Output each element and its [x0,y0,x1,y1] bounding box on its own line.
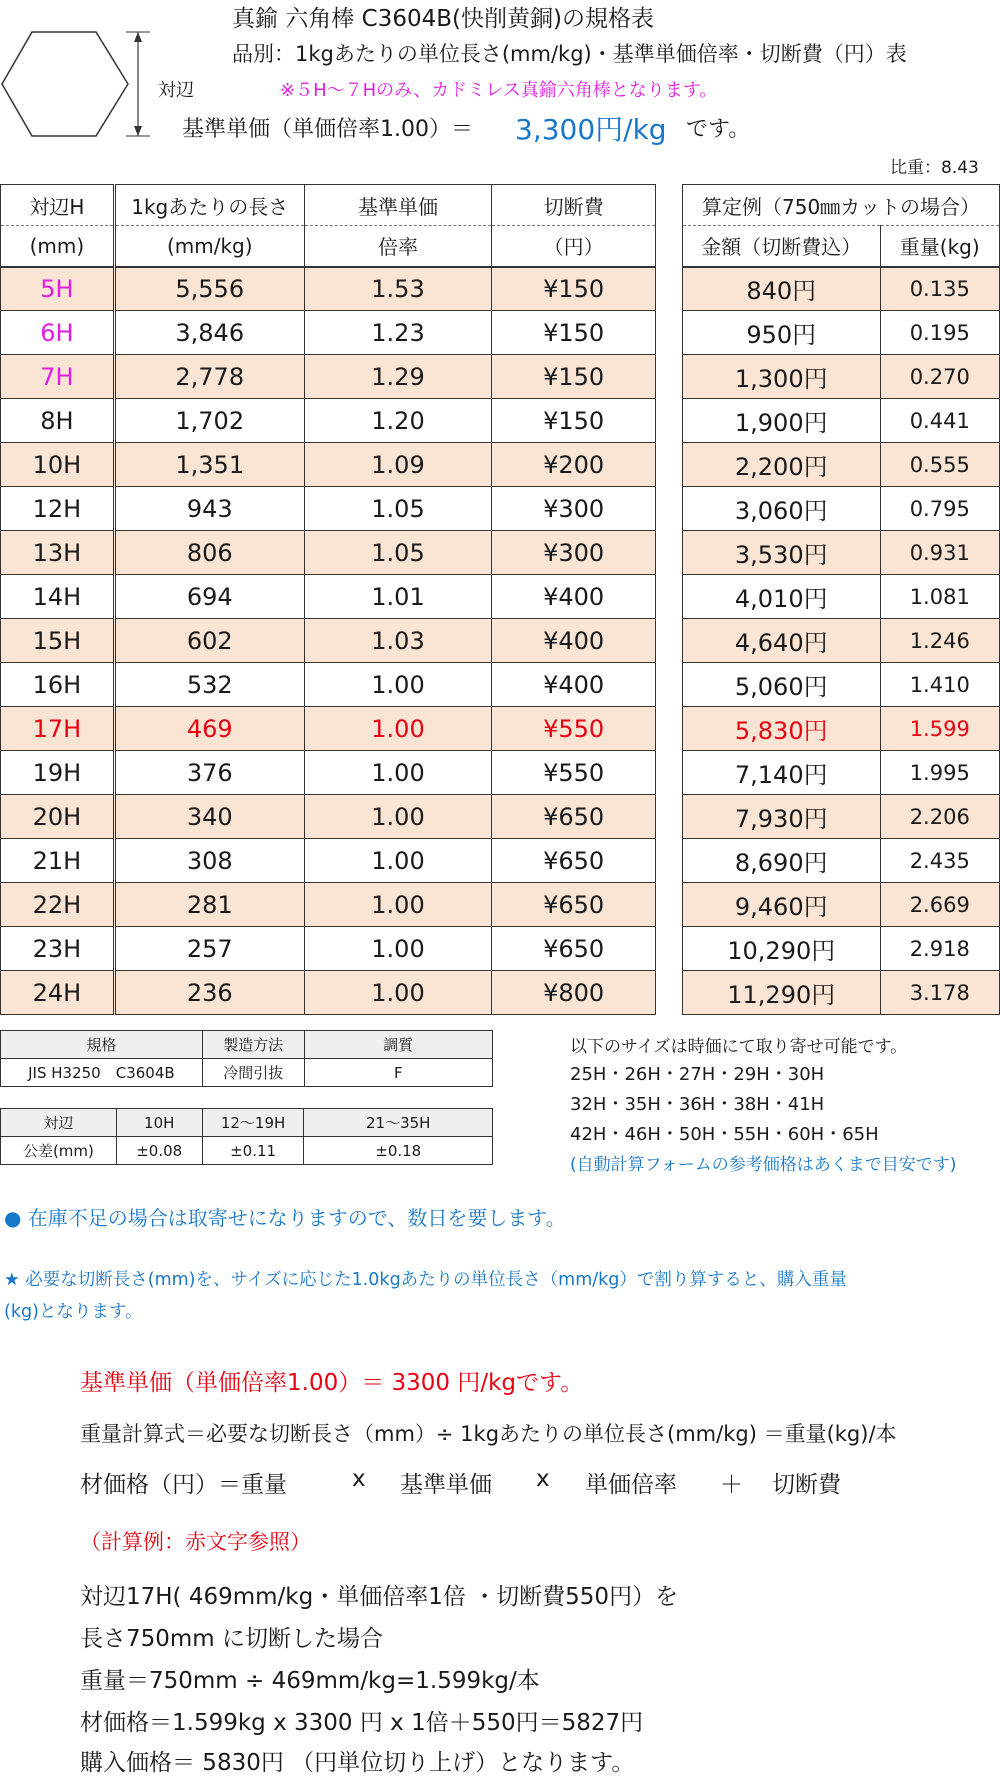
header-rate: 基準単価 [304,185,492,226]
cell-size: 8H [1,399,115,443]
cell-length: 694 [114,575,304,619]
table-row [1,927,656,971]
table-row [683,663,1000,707]
cell-length: 376 [114,751,304,795]
hexagon-shape [2,32,128,136]
calc-header-price: 金額（切断費込） [683,226,881,267]
header-length: 1kgあたりの長さ [114,185,304,226]
cell-weight: 2.669 [880,883,1000,927]
cell-length: 281 [114,883,304,927]
header-size: 対辺H [1,185,115,226]
cell-cut: ¥650 [492,883,656,927]
cell-rate: 1.23 [304,311,492,355]
table-row [1,531,656,575]
cell-weight: 1.995 [880,751,1000,795]
cell-weight: 1.246 [880,619,1000,663]
cell-rate: 1.01 [304,575,492,619]
cell-rate: 1.00 [304,795,492,839]
order-sizes-line-3: 42H・46H・50H・55H・60H・65H [570,1124,879,1145]
table-row [683,399,1000,443]
hexagon-diagram [0,28,150,140]
cell-cut: ¥550 [492,751,656,795]
cell-size: 20H [1,795,115,839]
cell-rate: 1.00 [304,839,492,883]
formula-price-term-2: x [352,1466,366,1492]
arrow-down-icon [134,126,142,136]
cell-price: 9,460円 [683,883,881,927]
cell-cut: ¥400 [492,663,656,707]
table-row [683,839,1000,883]
side-label: 対辺 [158,80,194,101]
example-line-1: 対辺17H( 469mm/kg・単価倍率1倍 ・切断費550円）を [80,1584,679,1610]
table-row [683,795,1000,839]
spec-header-standard: 規格 [1,1031,203,1059]
cell-weight: 0.795 [880,487,1000,531]
cell-price: 8,690円 [683,839,881,883]
tol-10h: ±0.08 [116,1137,202,1165]
cell-rate: 1.29 [304,355,492,399]
table-row [1,883,656,927]
table-row [1,971,656,1015]
base-price-suffix: です。 [686,117,751,142]
cell-size: 14H [1,575,115,619]
cell-price: 5,060円 [683,663,881,707]
cell-rate: 1.00 [304,927,492,971]
weight-note-line-2: (kg)となります。 [4,1302,143,1322]
cell-size: 22H [1,883,115,927]
cell-rate: 1.05 [304,487,492,531]
order-sizes-line-1: 25H・26H・27H・29H・30H [570,1064,825,1085]
cell-length: 2,778 [114,355,304,399]
example-label: （計算例：赤文字参照） [80,1530,311,1554]
formula-price-term-1: 材価格（円）＝重量 [80,1472,287,1498]
spec-temper: F [304,1059,492,1087]
cell-weight: 0.555 [880,443,1000,487]
base-price-label: 基準単価（単価倍率1.00）＝ [182,117,473,142]
table-row [683,751,1000,795]
cell-rate: 1.53 [304,267,492,311]
table-row [1,575,656,619]
cell-length: 602 [114,619,304,663]
cell-price: 950円 [683,311,881,355]
example-line-4: 材価格＝1.599kg x 3300 円 x 1倍＋550円＝5827円 [80,1710,644,1736]
cell-size: 23H [1,927,115,971]
formula-price-term-3: 基準単価 [400,1472,492,1498]
header-cut: 切断費 [492,185,656,226]
table-row [1,663,656,707]
cell-price: 10,290円 [683,927,881,971]
cell-length: 532 [114,663,304,707]
tol-header-21-35h: 21～35H [304,1109,493,1137]
cell-price: 1,900円 [683,399,881,443]
formula-price-term-4: x [536,1466,550,1492]
cell-price: 4,010円 [683,575,881,619]
arrow-up-icon [134,32,142,42]
cell-size: 5H [1,267,115,311]
cell-weight: 2.435 [880,839,1000,883]
table-row [683,311,1000,355]
cell-price: 1,300円 [683,355,881,399]
table-row [683,883,1000,927]
cell-length: 1,351 [114,443,304,487]
cell-length: 257 [114,927,304,971]
table-row [683,355,1000,399]
cell-size: 10H [1,443,115,487]
table-row [1,399,656,443]
table-row [683,267,1000,311]
table-row [683,531,1000,575]
cell-weight: 0.931 [880,531,1000,575]
calculation-table [682,184,1000,1015]
cell-length: 3,846 [114,311,304,355]
example-line-3: 重量＝750mm ÷ 469mm/kg=1.599kg/本 [80,1668,540,1694]
cell-length: 308 [114,839,304,883]
cell-weight: 0.195 [880,311,1000,355]
table-row [683,575,1000,619]
formula-weight: 重量計算式＝必要な切断長さ（mm）÷ 1kgあたりの単位長さ(mm/kg) ＝重量(kg)/本 [80,1422,897,1446]
cell-rate: 1.03 [304,619,492,663]
table-row [1,443,656,487]
cell-cut: ¥150 [492,267,656,311]
weight-note-line-1: ★ 必要な切断長さ(mm)を、サイズに応じた1.0kgあたりの単位長さ（mm/kg）で割り算すると、購入重量 [4,1270,847,1290]
tol-header-side: 対辺 [1,1109,117,1137]
header-length-unit: (mm/kg) [114,226,304,267]
order-footnote: (自動計算フォームの参考価格はあくまで目安です) [570,1155,957,1175]
spec-header-method: 製造方法 [202,1031,304,1059]
cell-rate: 1.00 [304,971,492,1015]
cell-size: 15H [1,619,115,663]
cell-cut: ¥550 [492,707,656,751]
cell-rate: 1.05 [304,531,492,575]
cell-length: 1,702 [114,399,304,443]
header-size-unit: (mm) [1,226,115,267]
price-table [0,184,656,1015]
cell-weight: 0.441 [880,399,1000,443]
cell-weight: 2.918 [880,927,1000,971]
cell-size: 19H [1,751,115,795]
cell-size: 6H [1,311,115,355]
order-note-title: 以下のサイズは時価にて取り寄せ可能です。 [570,1037,908,1057]
page-subtitle: 品別：1kgあたりの単位長さ(mm/kg)・基準単価倍率・切断費（円）表 [232,42,907,66]
table-row [1,619,656,663]
tol-header-10h: 10H [116,1109,202,1137]
spec-table [0,1030,493,1087]
cell-size: 24H [1,971,115,1015]
cell-size: 16H [1,663,115,707]
page-title: 真鍮 六角棒 C3604B(快削黄銅)の規格表 [232,6,654,32]
tol-12-19h: ±0.11 [202,1137,304,1165]
cell-length: 806 [114,531,304,575]
cell-cut: ¥200 [492,443,656,487]
spec-standard: JIS H3250 C3604B [1,1059,203,1087]
cell-price: 7,140円 [683,751,881,795]
tol-21-35h: ±0.18 [304,1137,493,1165]
cell-price: 7,930円 [683,795,881,839]
table-row [1,487,656,531]
table-row [683,487,1000,531]
formula-price-term-7: 切断費 [772,1472,841,1498]
cell-weight: 0.270 [880,355,1000,399]
cell-cut: ¥400 [492,575,656,619]
cell-cut: ¥300 [492,531,656,575]
cell-cut: ¥150 [492,355,656,399]
example-line-5: 購入価格＝ 5830円 （円単位切り上げ）となります。 [80,1750,635,1776]
table-row [1,751,656,795]
calc-header: 算定例（750㎜カットの場合） [683,185,1000,226]
tolerance-table [0,1108,493,1165]
cell-price: 11,290円 [683,971,881,1015]
cell-weight: 0.135 [880,267,1000,311]
cell-cut: ¥800 [492,971,656,1015]
spec-method: 冷間引抜 [202,1059,304,1087]
cell-size: 17H [1,707,115,751]
table-row [1,267,656,311]
cell-cut: ¥300 [492,487,656,531]
formula-price-term-5: 単価倍率 [585,1472,677,1498]
cell-price: 4,640円 [683,619,881,663]
table-row [683,971,1000,1015]
header-cut-unit: （円） [492,226,656,267]
example-line-2: 長さ750mm に切断した場合 [80,1626,384,1652]
spec-header-temper: 調質 [304,1031,492,1059]
cell-rate: 1.20 [304,399,492,443]
table-row [683,443,1000,487]
cell-length: 236 [114,971,304,1015]
cell-rate: 1.00 [304,751,492,795]
cell-length: 5,556 [114,267,304,311]
cell-rate: 1.00 [304,883,492,927]
table-row [1,311,656,355]
cell-length: 340 [114,795,304,839]
order-sizes-line-2: 32H・35H・36H・38H・41H [570,1094,825,1115]
cell-cut: ¥650 [492,839,656,883]
cell-size: 7H [1,355,115,399]
cadmium-notice: ※５H～７Hのみ、カドミレス真鍮六角棒となります。 [280,80,718,101]
cell-cut: ¥150 [492,311,656,355]
cell-weight: 2.206 [880,795,1000,839]
cell-size: 21H [1,839,115,883]
tol-label: 公差(mm) [1,1137,117,1165]
cell-weight: 3.178 [880,971,1000,1015]
cell-cut: ¥400 [492,619,656,663]
cell-length: 943 [114,487,304,531]
cell-cut: ¥150 [492,399,656,443]
cell-weight: 1.410 [880,663,1000,707]
specific-gravity: 比重：8.43 [890,158,979,178]
cell-rate: 1.09 [304,443,492,487]
formula-base-price: 基準単価（単価倍率1.00）＝ 3300 円/kgです。 [80,1370,584,1396]
calc-header-weight: 重量(kg) [880,226,1000,267]
cell-weight: 1.599 [880,707,1000,751]
cell-weight: 1.081 [880,575,1000,619]
cell-price: 840円 [683,267,881,311]
table-row [1,355,656,399]
cell-size: 13H [1,531,115,575]
table-row [683,927,1000,971]
cell-price: 3,530円 [683,531,881,575]
stock-note: ● 在庫不足の場合は取寄せになりますので、数日を要します。 [4,1206,566,1230]
formula-price-term-6: ＋ [720,1472,743,1498]
table-row [1,839,656,883]
table-row [683,707,1000,751]
cell-price: 5,830円 [683,707,881,751]
table-row [683,619,1000,663]
cell-rate: 1.00 [304,663,492,707]
table-row [1,795,656,839]
cell-cut: ¥650 [492,927,656,971]
cell-rate: 1.00 [304,707,492,751]
header-rate-unit: 倍率 [304,226,492,267]
cell-cut: ¥650 [492,795,656,839]
cell-price: 2,200円 [683,443,881,487]
tol-header-12-19h: 12～19H [202,1109,304,1137]
cell-length: 469 [114,707,304,751]
cell-price: 3,060円 [683,487,881,531]
cell-size: 12H [1,487,115,531]
base-price-value: 3,300円/kg [515,113,667,146]
table-row [1,707,656,751]
